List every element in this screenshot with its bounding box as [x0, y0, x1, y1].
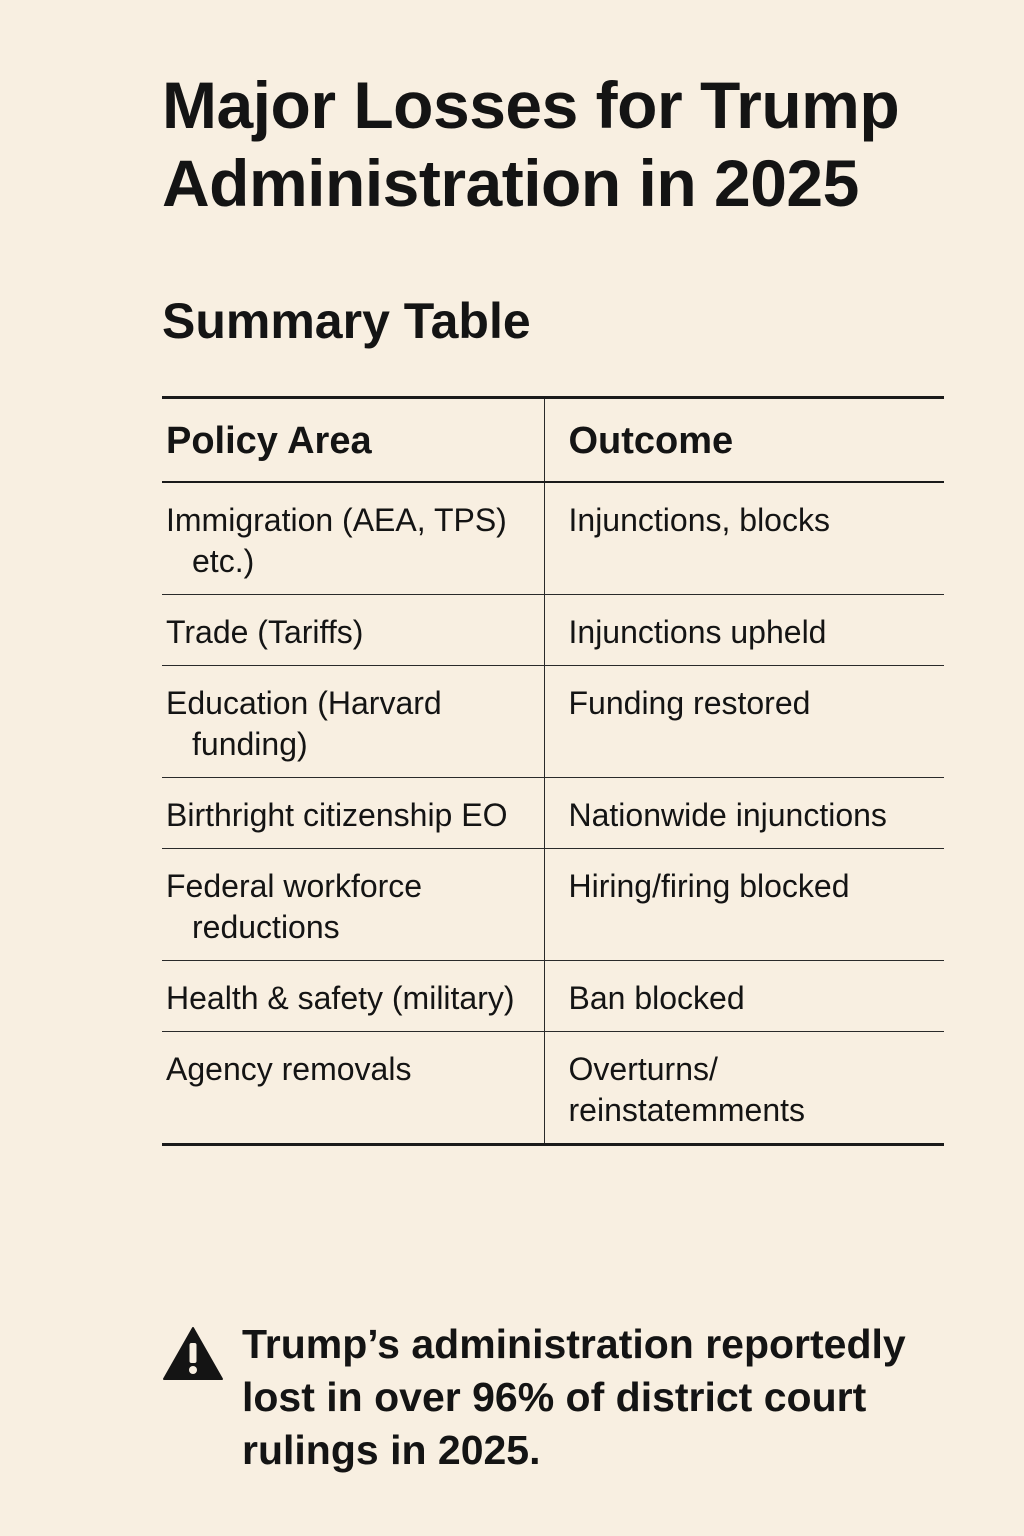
outcome-cell: Ban blocked	[544, 961, 944, 1032]
outcome-cell: Injunctions upheld	[544, 595, 944, 666]
policy-area-cell: Trade (Tariffs)	[162, 595, 544, 666]
table-row	[162, 1032, 944, 1145]
page-title: Major Losses for Trump Administration in 2025	[162, 68, 900, 220]
policy-area-cell: Education (Harvard funding)	[162, 666, 544, 778]
table-row	[162, 666, 944, 778]
column-header-policy-area: Policy Area	[162, 398, 544, 483]
table-row	[162, 778, 944, 849]
outcome-cell: Overturns/ reinstatemments	[568, 1051, 806, 1128]
table-row	[162, 849, 944, 961]
outcome-cell: Injunctions, blocks	[544, 482, 944, 595]
summary-note	[162, 1318, 942, 1477]
policy-area-cell: Federal workforce reductions	[162, 849, 544, 961]
policy-area-cell: Birthright citizenship EO	[162, 778, 544, 849]
warning-triangle-icon	[162, 1326, 224, 1382]
summary-table	[162, 396, 944, 1146]
table-row	[162, 482, 944, 595]
column-header-outcome: Outcome	[544, 398, 944, 483]
table-header-row	[162, 398, 944, 483]
outcome-cell: Hiring/firing blocked	[544, 849, 944, 961]
note-text: Trump’s administration reportedly lost in over 96% of district court rulings in 2025.	[242, 1321, 906, 1473]
table-row	[162, 595, 944, 666]
section-title: Summary Table	[162, 293, 531, 349]
table-row	[162, 961, 944, 1032]
outcome-cell: Nationwide injunctions	[544, 778, 944, 849]
outcome-cell: Funding restored	[544, 666, 944, 778]
policy-area-cell: Agency removals	[162, 1032, 544, 1145]
policy-area-cell: Immigration (AEA, TPS) etc.)	[162, 482, 544, 595]
policy-area-cell: Health & safety (military)	[162, 961, 544, 1032]
document-page	[162, 66, 944, 1146]
